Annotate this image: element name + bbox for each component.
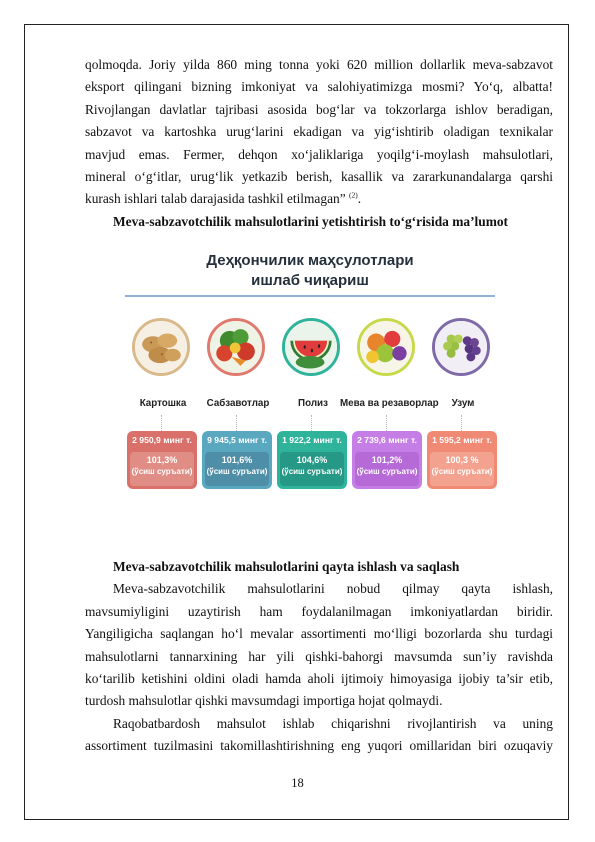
connector-dots	[461, 415, 462, 431]
text-line: sabzavot va kartoshka urug‘larini ekadigan va yig‘ishtirib oladigan texnikalar	[85, 124, 553, 140]
page-number: 18	[291, 776, 304, 790]
text-line: mahsulotlarni tannarxining har yili qishki-bahorgi mavsumda sun’iy ravishda	[85, 648, 553, 664]
stat-card	[352, 431, 422, 489]
growth-percent: 101,6%	[221, 455, 253, 465]
amount-value: 2 950,9 минг т.	[132, 435, 192, 445]
vegetables-icon	[207, 318, 265, 376]
growth-box	[280, 452, 344, 486]
infographic-title-line1: Деҳқончилик маҳсулотлари	[206, 252, 414, 269]
growth-percent: 101,2%	[371, 455, 403, 465]
growth-note: (ўсиш суръати)	[131, 467, 193, 476]
text-line: mavjud emas. Fermer, dehqon xo‘jaliklariga yoqilg‘i-moylash mahsulotlari,	[85, 146, 553, 162]
stat-card	[127, 431, 197, 489]
amount-value: 2 739,6 минг т.	[357, 435, 417, 445]
text-line: Yangiligicha saqlangan ho‘l mevalar assortimenti mo‘lligi bozorlarda shu turdagi	[85, 626, 553, 642]
growth-percent: 100,3 %	[445, 455, 479, 465]
category-label: Мева ва резаворлар	[340, 398, 439, 409]
growth-note: (ўсиш суръати)	[206, 467, 268, 476]
paragraph-intro	[85, 54, 553, 233]
text-line: ko‘tarilib ketishini oldini oladi hamda aholi ijtimoiy himoyasiga ijobiy ta’sir etib,	[85, 671, 553, 687]
growth-percent: 104,6%	[296, 455, 328, 465]
footnote-ref: (2)	[349, 190, 358, 200]
growth-box	[205, 452, 269, 486]
grapes-icon	[432, 318, 490, 376]
text-line: Raqobatbardosh mahsulot ishlab chiqarishni rivojlantirish va uning	[113, 715, 553, 731]
category-vegetables	[202, 318, 274, 508]
text-line: mavsumiyligini uzaytirish ham foydalanilmagan imkoniyatlardan biridir.	[85, 603, 553, 619]
text-line: qolmoqda. Joriy yilda 860 ming tonna yoki 620 million dollarlik meva-sabzavot	[85, 57, 553, 72]
category-melons	[277, 318, 349, 508]
text-line-last: kurash ishlari talab darajasida tashkil etilmagan” $^{(2)}$.	[85, 190, 362, 207]
fruits-icon	[357, 318, 415, 376]
title-underline	[125, 295, 495, 297]
text-line: mineral o‘g‘itlar, urug‘lik yetkazib berish, kasallik va zararkunandalarga qarshi	[85, 169, 553, 185]
text-line: Meva-sabzavotchilik mahsulotlarini nobud qilmay qayta ishlash,	[113, 581, 553, 597]
category-potato	[127, 318, 199, 508]
category-label: Картошка	[139, 398, 187, 409]
growth-note: (ўсиш суръати)	[431, 467, 493, 476]
stat-card	[427, 431, 497, 489]
text-line: eksport qilingani bizning imkoniyat va salohiyatimizga mosmi? Yo‘q, albatta!	[85, 79, 553, 95]
category-label: Узум	[451, 398, 475, 409]
growth-box	[430, 452, 494, 486]
connector-dots	[311, 415, 312, 431]
growth-note: (ўсиш суръати)	[281, 467, 343, 476]
connector-dots	[386, 415, 387, 431]
growth-percent: 101,3%	[146, 455, 178, 465]
infographic-title-line2: ишлаб чиқариш	[251, 272, 369, 289]
watermelon-icon	[282, 318, 340, 376]
text-line: assortiment tuzilmasini takomillashtirishning eng yuqori omillaridan biri ozuqaviy	[85, 738, 553, 754]
growth-note: (ўсиш суръати)	[356, 467, 418, 476]
section-heading-cultivation: Meva-sabzavotchilik mahsulotlarini yetishtirish to‘g‘risida ma’lumot	[113, 213, 509, 229]
section-processing	[85, 556, 553, 758]
production-infographic	[115, 248, 505, 498]
amount-value: 1 595,2 минг т.	[432, 435, 492, 445]
potato-icon	[132, 318, 190, 376]
category-label: Полиз	[298, 398, 328, 409]
category-label: Сабзавотлар	[206, 398, 270, 409]
text-line: Rivojlangan davlatlar tajribasi asosida bog‘lar va tokzorlarga ishlov beradigan,	[85, 101, 553, 117]
amount-value: 9 945,5 минг т.	[207, 435, 267, 445]
category-fruits-berries	[340, 318, 439, 508]
growth-box	[355, 452, 419, 486]
stat-card	[277, 431, 347, 489]
growth-box	[130, 452, 194, 486]
section-heading-processing: Meva-sabzavotchilik mahsulotlarini qayta ishlash va saqlash	[113, 559, 460, 574]
category-grapes	[427, 318, 499, 508]
text-line-last: turdosh mahsulotlar qishki mavsumdagi importiga hojat qolmaydi.	[85, 693, 443, 709]
stat-card	[202, 431, 272, 489]
amount-value: 1 922,2 минг т.	[282, 435, 342, 445]
connector-dots	[236, 415, 237, 431]
connector-dots	[161, 415, 162, 431]
